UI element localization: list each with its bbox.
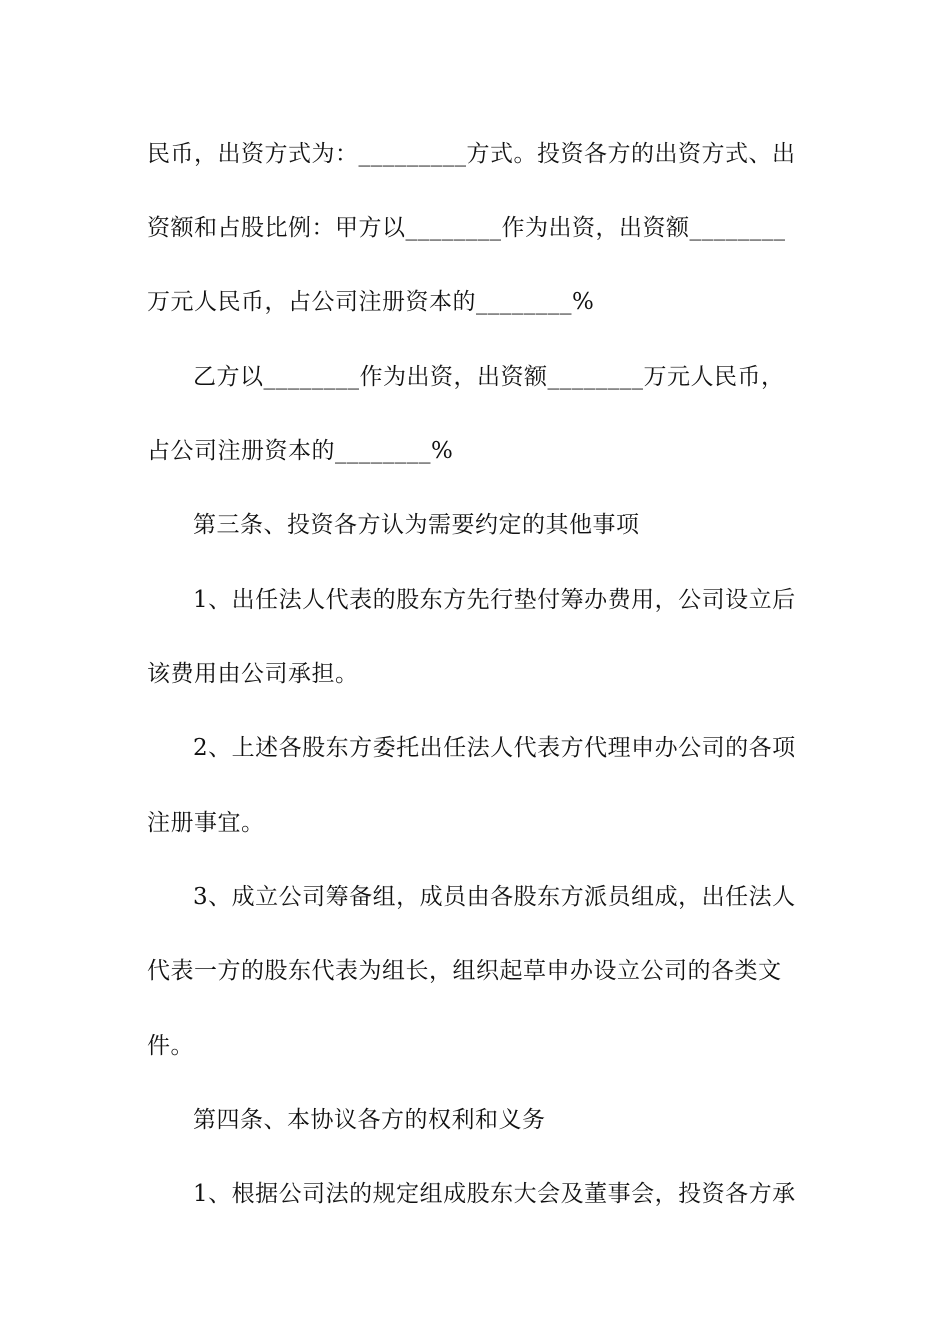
paragraph-line-12: 代表一方的股东代表为组长，组织起草申办设立公司的各类文 xyxy=(147,958,782,984)
paragraph-line-1: 民币，出资方式为：_________方式。投资各方的出资方式、出 xyxy=(147,141,796,167)
paragraph-line-3: 万元人民币，占公司注册资本的________% xyxy=(147,289,595,315)
paragraph-line-8: 该费用由公司承担。 xyxy=(147,661,359,687)
section-heading-article-3: 第三条、投资各方认为需要约定的其他事项 xyxy=(193,512,640,538)
paragraph-line-5: 占公司注册资本的________% xyxy=(147,438,454,464)
paragraph-line-4: 乙方以________作为出资，出资额________万元人民币， xyxy=(193,364,785,390)
paragraph-line-13: 件。 xyxy=(147,1033,194,1059)
paragraph-line-2: 资额和占股比例：甲方以________作为出资，出资额________ xyxy=(147,215,786,241)
section-heading-article-4: 第四条、本协议各方的权利和义务 xyxy=(193,1107,546,1133)
paragraph-line-9: 2、上述各股东方委托出任法人代表方代理申办公司的各项 xyxy=(193,735,796,761)
paragraph-line-7: 1、出任法人代表的股东方先行垫付筹办费用，公司设立后 xyxy=(193,587,796,613)
paragraph-line-11: 3、成立公司筹备组，成员由各股东方派员组成，出任法人 xyxy=(193,884,796,910)
paragraph-line-15: 1、根据公司法的规定组成股东大会及董事会，投资各方承 xyxy=(193,1181,796,1207)
paragraph-line-10: 注册事宜。 xyxy=(147,810,265,836)
